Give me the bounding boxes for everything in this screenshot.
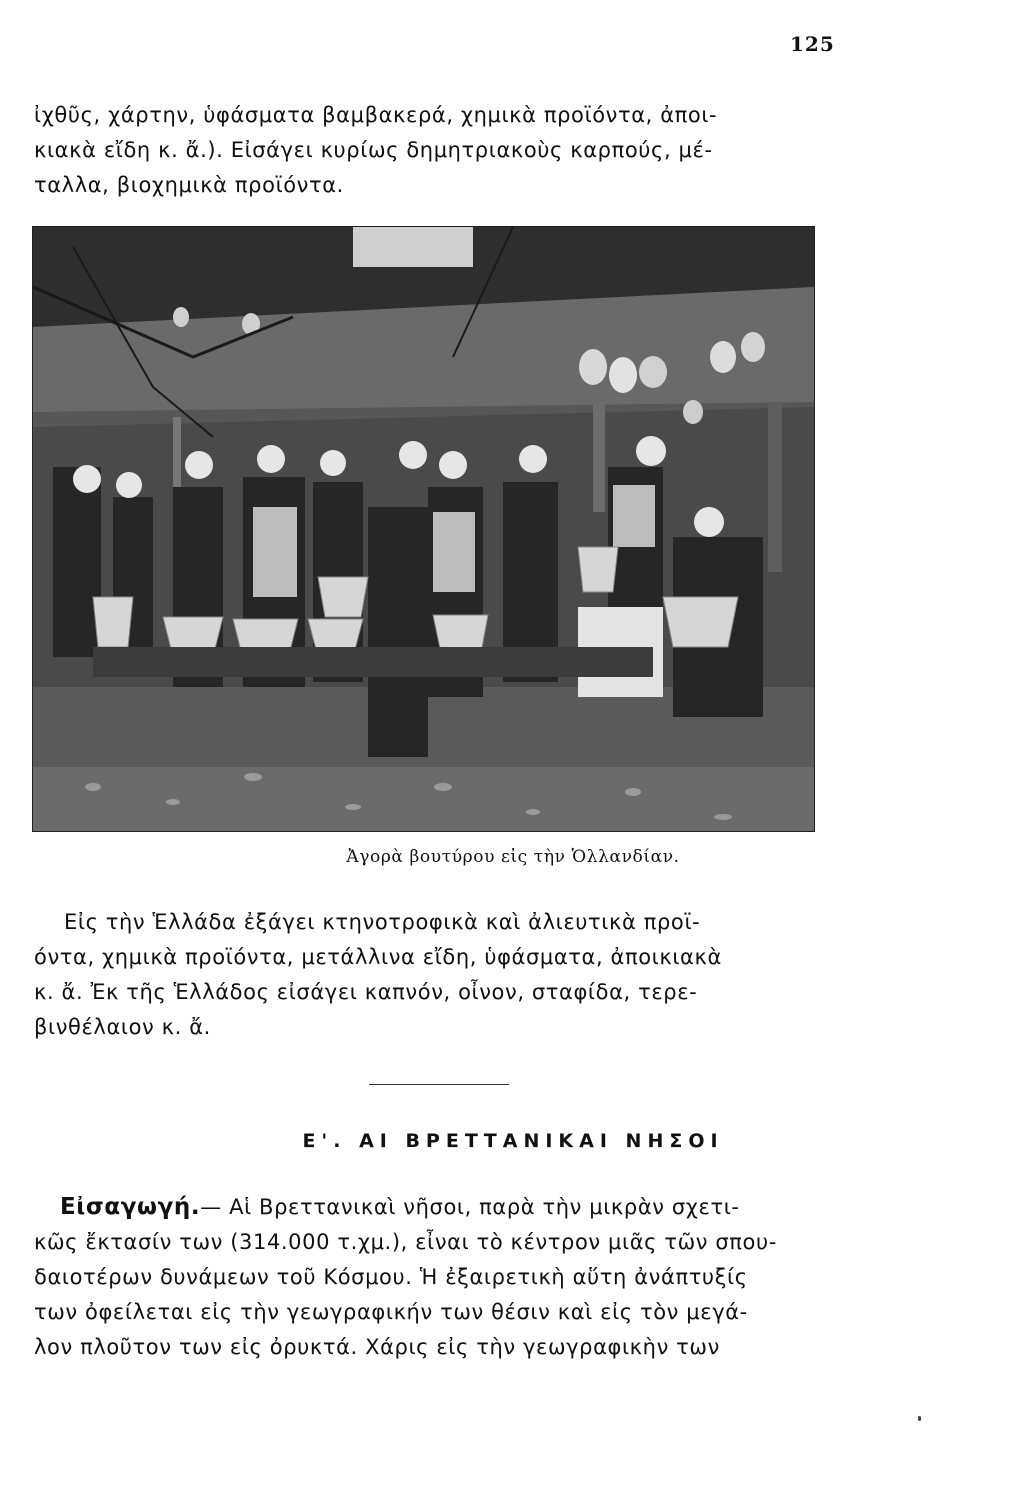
middle-paragraph	[34, 905, 722, 1045]
print-speck	[918, 1416, 921, 1421]
paragraph-line: ἰχθῦς, χάρτην, ὑφάσματα βαμβακερά, χημικὰ προϊόντα, ἀποι-	[34, 103, 718, 127]
paragraph-line: βινθέλαιον κ. ἄ.	[34, 1015, 211, 1039]
paragraph-line: κ. ἄ. Ἐκ τῆς Ἑλλάδος εἰσάγει καπνόν, οἶνον, σταφίδα, τερε-	[34, 980, 698, 1004]
top-paragraph	[34, 98, 717, 203]
butter-market-photo	[32, 226, 815, 832]
paragraph-line	[34, 1190, 777, 1225]
paragraph-line: των ὀφείλεται εἰς τὴν γεωγραφικήν των θέσιν καὶ εἰς τὸν μεγά-	[34, 1300, 748, 1324]
page-number: 125	[790, 32, 835, 56]
paragraph-line: κῶς ἔκτασίν των (314.000 τ.χμ.), εἶναι τὸ κέντρον μιᾶς τῶν σπου-	[34, 1230, 777, 1254]
section-paragraph	[34, 1190, 777, 1365]
section-lead-term: Εἰσαγωγή.	[60, 1194, 201, 1220]
paragraph-line: λον πλοῦτον των εἰς ὀρυκτά. Χάρις εἰς τὴν γεωγραφικὴν των	[34, 1335, 720, 1359]
paragraph-line: δαιοτέρων δυνάμεων τοῦ Κόσμου. Ἡ ἐξαιρετικὴ αὕτη ἀνάπτυξίς	[34, 1265, 748, 1289]
paragraph-line: κιακὰ εἴδη κ. ἄ.). Εἰσάγει κυρίως δημητριακοὺς καρπούς, μέ-	[34, 138, 713, 162]
section-heading: Ε'. ΑΙ ΒΡΕΤΤΑΝΙΚΑΙ ΝΗΣΟΙ	[302, 1130, 724, 1152]
photo-caption: Ἀγορὰ βουτύρου εἰς τὴν Ὁλλανδίαν.	[346, 847, 680, 867]
paragraph-line: όντα, χημικὰ προϊόντα, μετάλλινα εἴδη, ὑφάσματα, ἀποικιακὰ	[34, 945, 722, 969]
paragraph-line: ταλλα, βιοχημικὰ προϊόντα.	[34, 173, 344, 197]
paragraph-line-text: — Αἱ Βρεττανικαὶ νῆσοι, παρὰ τὴν μικρὰν σχετι-	[200, 1195, 740, 1219]
section-divider	[369, 1084, 509, 1085]
paragraph-line: Εἰς τὴν Ἑλλάδα ἐξάγει κτηνοτροφικὰ καὶ ἀλιευτικὰ προϊ-	[64, 910, 701, 934]
